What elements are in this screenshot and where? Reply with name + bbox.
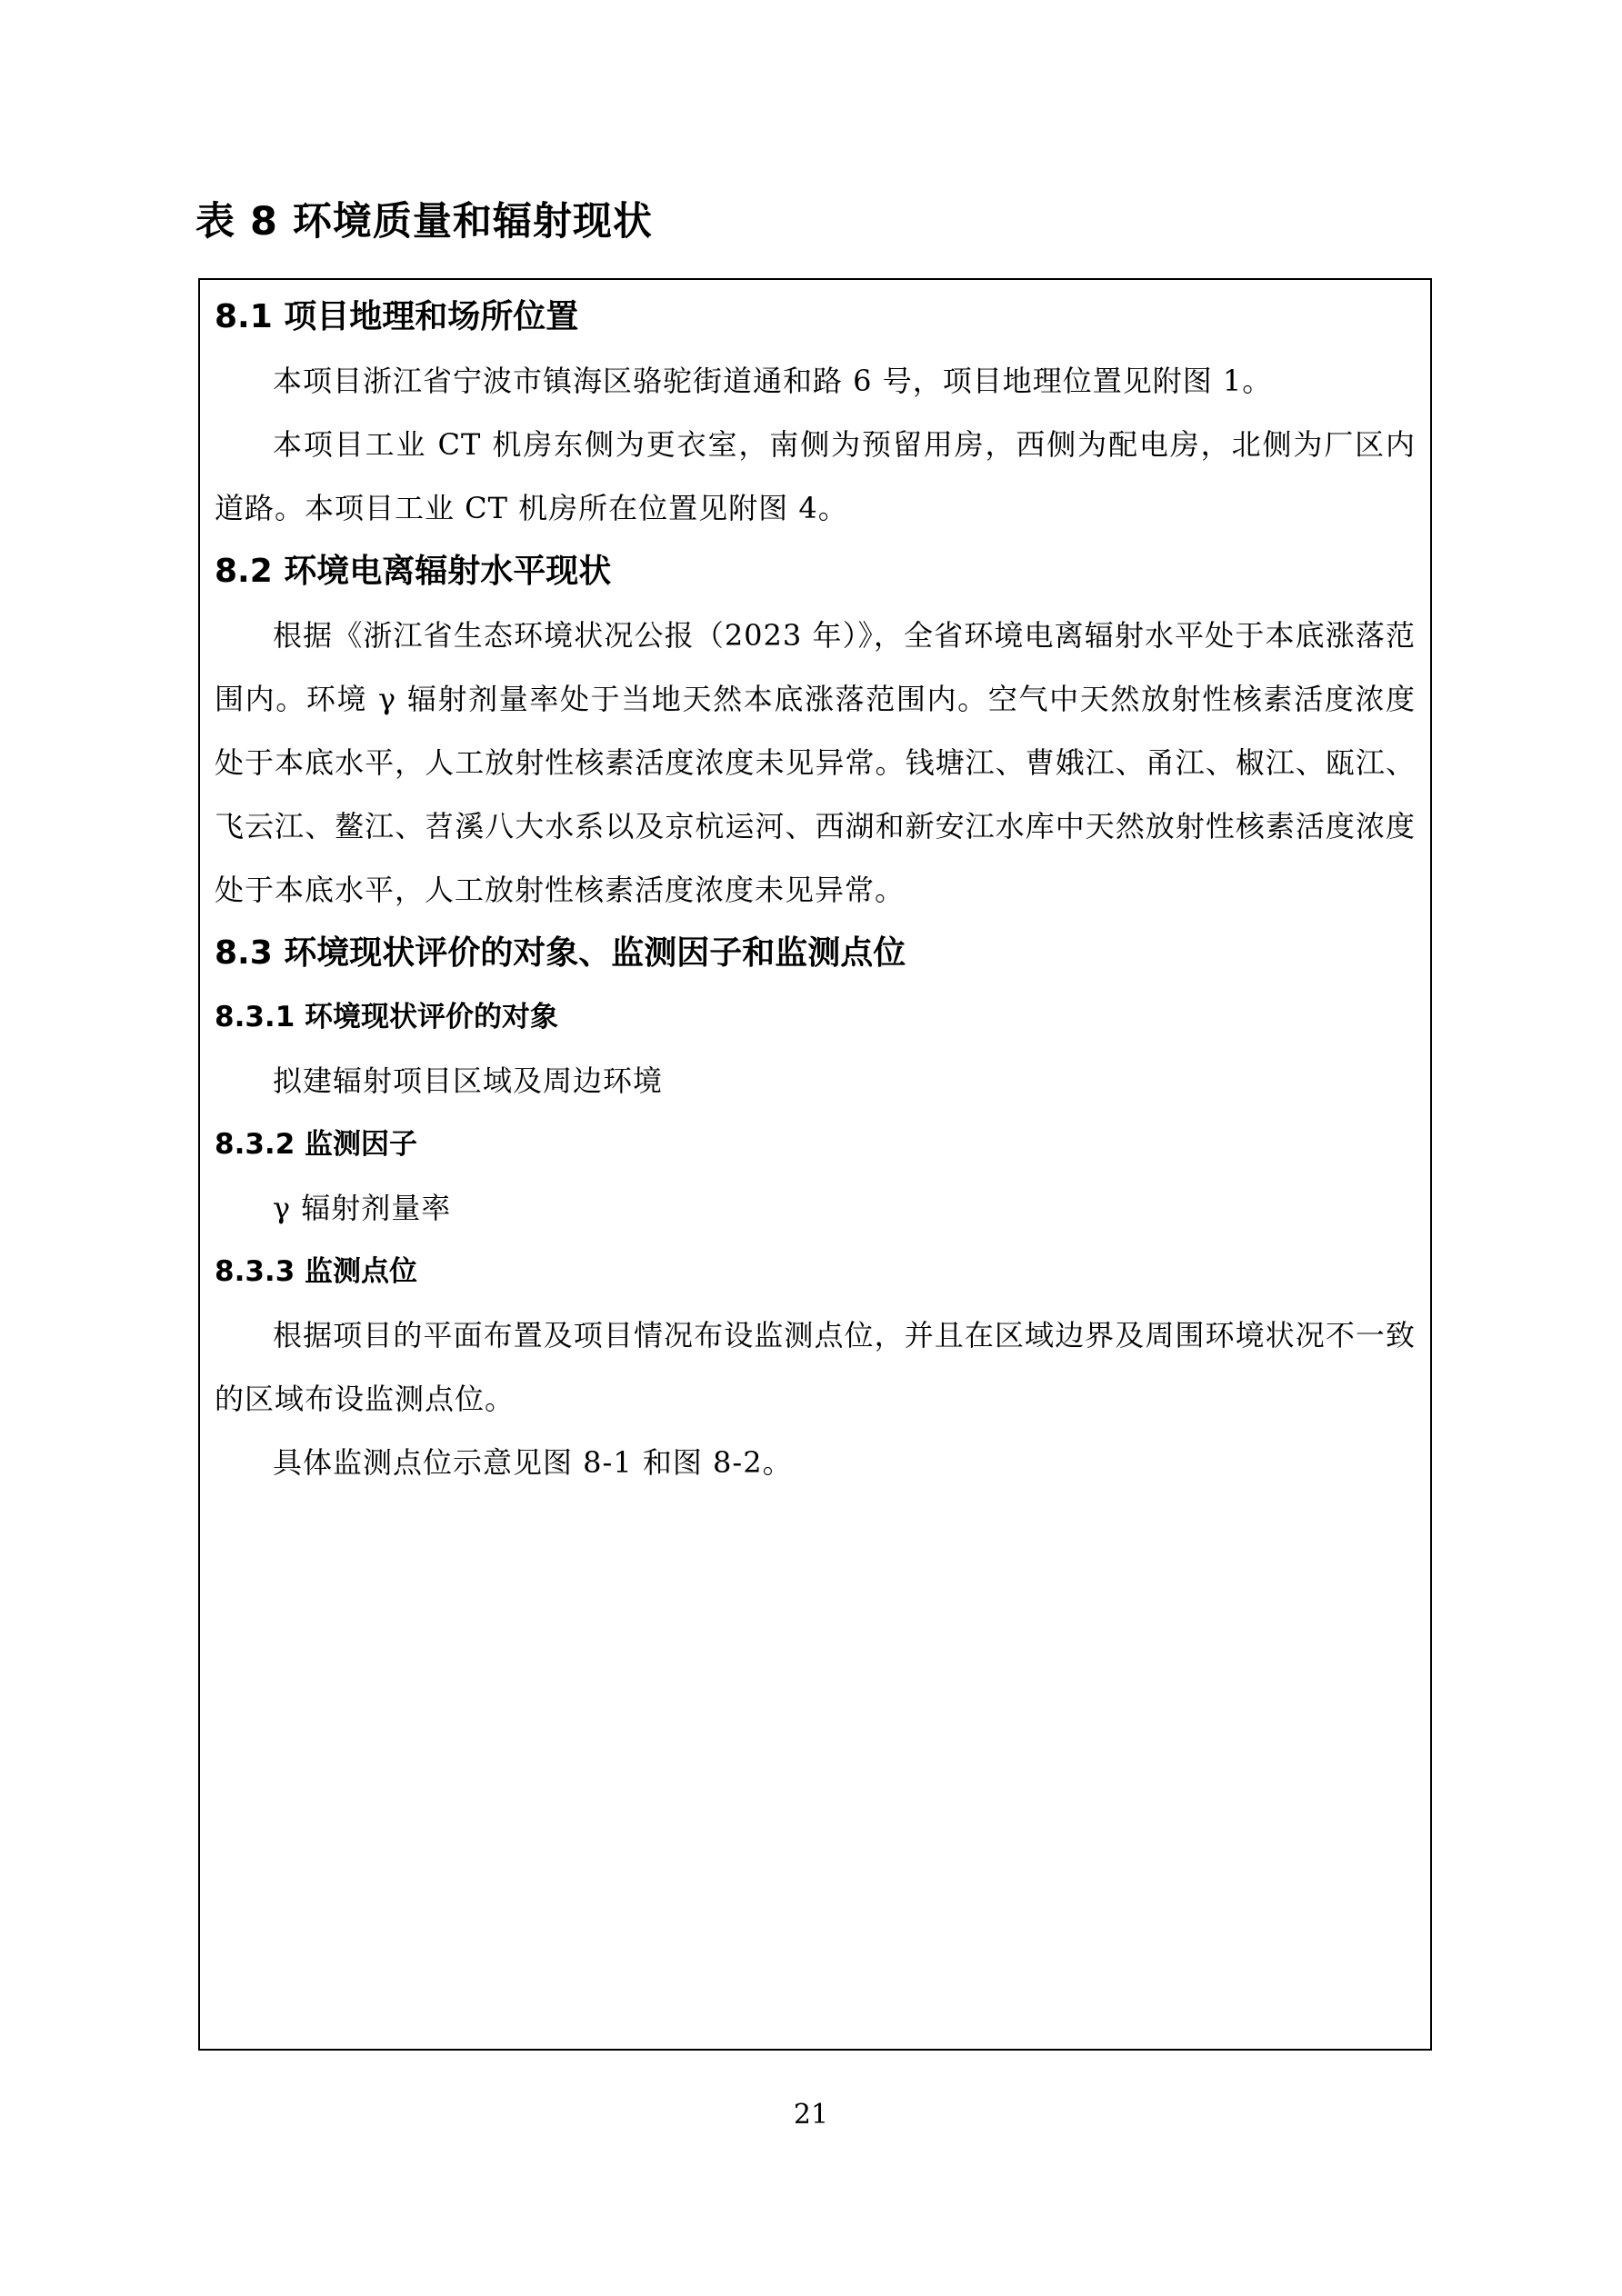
section-heading-8-3: 8.3 环境现状评价的对象、监测因子和监测点位: [215, 934, 906, 972]
page-number: 21: [793, 2099, 829, 2131]
section-heading-8-1: 8.1 项目地理和场所位置: [215, 298, 579, 335]
section-heading-8-2: 8.2 环境电离辐射水平现状: [215, 553, 612, 590]
paragraph-evaluation-object: 拟建辐射项目区域及周边环境: [273, 1063, 664, 1098]
section-table-box: [198, 278, 1432, 2051]
paragraph-radiation-status: 根据《浙江省生态环境状况公报（2023 年）》，全省环境电离辐射水平处于本底涨落范围内。环境 γ 辐射剂量率处于当地天然本底涨落范围内。空气中天然放射性核素活度浓度处于本底水平，人工放射性核素活度浓度未见异常。钱塘江、曹娥江、甬江、椒江、瓯江、飞云江、鳌江、苕溪八大水系以及京杭运河、西湖和新安江水库中天然放射性核素活度浓度处于本底水平，人工放射性核素活度浓度未见异常。: [215, 618, 1416, 907]
subsection-heading-8-3-3: 8.3.3 监测点位: [215, 1255, 418, 1288]
paragraph-location: 本项目浙江省宁波市镇海区骆驼街道通和路 6 号，项目地理位置见附图 1。: [273, 364, 1273, 398]
paragraph-surroundings: 本项目工业 CT 机房东侧为更衣室，南侧为预留用房，西侧为配电房，北侧为厂区内道路。本项目工业 CT 机房所在位置见附图 4。: [215, 427, 1416, 525]
paragraph-figure-reference: 具体监测点位示意见图 8-1 和图 8-2。: [273, 1445, 793, 1480]
paragraph-monitoring-points: 根据项目的平面布置及项目情况布设监测点位，并且在区域边界及周围环境状况不一致的区域布设监测点位。: [215, 1318, 1416, 1416]
subsection-heading-8-3-1: 8.3.1 环境现状评价的对象: [215, 1001, 559, 1033]
page-title: 表 8 环境质量和辐射现状: [195, 199, 653, 245]
subsection-heading-8-3-2: 8.3.2 监测因子: [215, 1128, 418, 1161]
paragraph-monitoring-factor: γ 辐射剂量率: [273, 1191, 452, 1225]
